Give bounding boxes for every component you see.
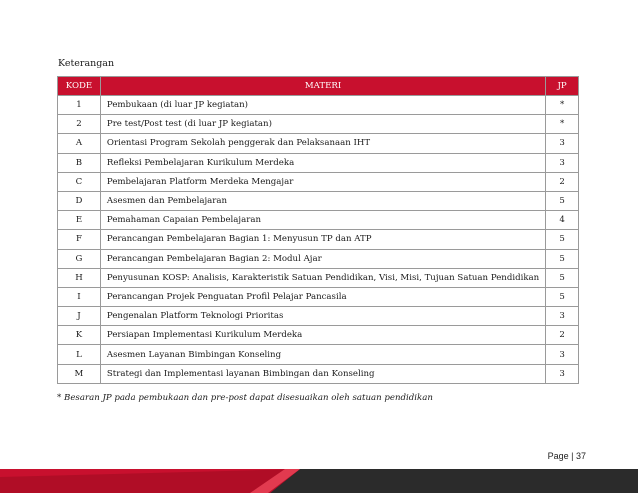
table-row [58,249,579,268]
cell-kode: K [58,326,101,345]
cell-jp: 5 [546,191,579,210]
header-kode: KODE [58,77,101,96]
cell-kode: A [58,134,101,153]
cell-materi: Penyusunan KOSP: Analisis, Karakteristik Satuan Pendidikan, Visi, Misi, Tujuan Satuan Pendidikan [100,268,545,287]
cell-kode: B [58,153,101,172]
table-row [58,268,579,287]
header-jp: JP [546,77,579,96]
cell-materi: Pre test/Post test (di luar JP kegiatan) [100,115,545,134]
cell-materi: Asesmen dan Pembelajaran [100,191,545,210]
cell-kode: M [58,364,101,383]
cell-jp: 2 [546,326,579,345]
footer-stripe-graphic [0,469,638,493]
cell-kode: I [58,287,101,306]
cell-materi: Perancangan Pembelajaran Bagian 2: Modul Ajar [100,249,545,268]
table-row [58,134,579,153]
cell-kode: J [58,307,101,326]
cell-kode: H [58,268,101,287]
table-header-row [58,77,579,96]
page-number: Page | 37 [547,451,586,461]
table-row [58,211,579,230]
cell-materi: Pemahaman Capaian Pembelajaran [100,211,545,230]
table-row [58,172,579,191]
cell-kode: E [58,211,101,230]
footer-decoration [0,469,638,493]
cell-jp: 5 [546,287,579,306]
cell-materi: Persiapan Implementasi Kurikulum Merdeka [100,326,545,345]
cell-materi: Pembukaan (di luar JP kegiatan) [100,96,545,115]
table-row [58,153,579,172]
footnote: * Besaran JP pada pembukaan dan pre-post dapat disesuaikan oleh satuan pendidikan [57,393,433,403]
cell-jp: 5 [546,230,579,249]
cell-materi: Pengenalan Platform Teknologi Prioritas [100,307,545,326]
cell-materi: Pembelajaran Platform Merdeka Mengajar [100,172,545,191]
cell-materi: Asesmen Layanan Bimbingan Konseling [100,345,545,364]
cell-kode: 2 [58,115,101,134]
cell-kode: F [58,230,101,249]
cell-materi: Refleksi Pembelajaran Kurikulum Merdeka [100,153,545,172]
cell-jp: 3 [546,364,579,383]
cell-jp: 3 [546,153,579,172]
table-row [58,230,579,249]
table-row [58,364,579,383]
table-row [58,96,579,115]
cell-jp: 5 [546,268,579,287]
jp-table [57,76,579,384]
table-row [58,191,579,210]
cell-kode: L [58,345,101,364]
cell-materi: Perancangan Projek Penguatan Profil Pelajar Pancasila [100,287,545,306]
caption-keterangan: Keterangan [58,58,115,69]
cell-jp: * [546,96,579,115]
cell-materi: Perancangan Pembelajaran Bagian 1: Menyusun TP dan ATP [100,230,545,249]
table-row [58,287,579,306]
cell-materi: Strategi dan Implementasi layanan Bimbingan dan Konseling [100,364,545,383]
table-row [58,345,579,364]
cell-jp: 3 [546,345,579,364]
cell-jp: 3 [546,307,579,326]
header-materi: MATERI [100,77,545,96]
table-row [58,326,579,345]
cell-kode: G [58,249,101,268]
cell-jp: 3 [546,134,579,153]
table-row [58,307,579,326]
cell-kode: 1 [58,96,101,115]
cell-jp: 2 [546,172,579,191]
cell-jp: * [546,115,579,134]
cell-kode: C [58,172,101,191]
table-row [58,115,579,134]
cell-jp: 5 [546,249,579,268]
cell-materi: Orientasi Program Sekolah penggerak dan Pelaksanaan IHT [100,134,545,153]
cell-jp: 4 [546,211,579,230]
cell-kode: D [58,191,101,210]
